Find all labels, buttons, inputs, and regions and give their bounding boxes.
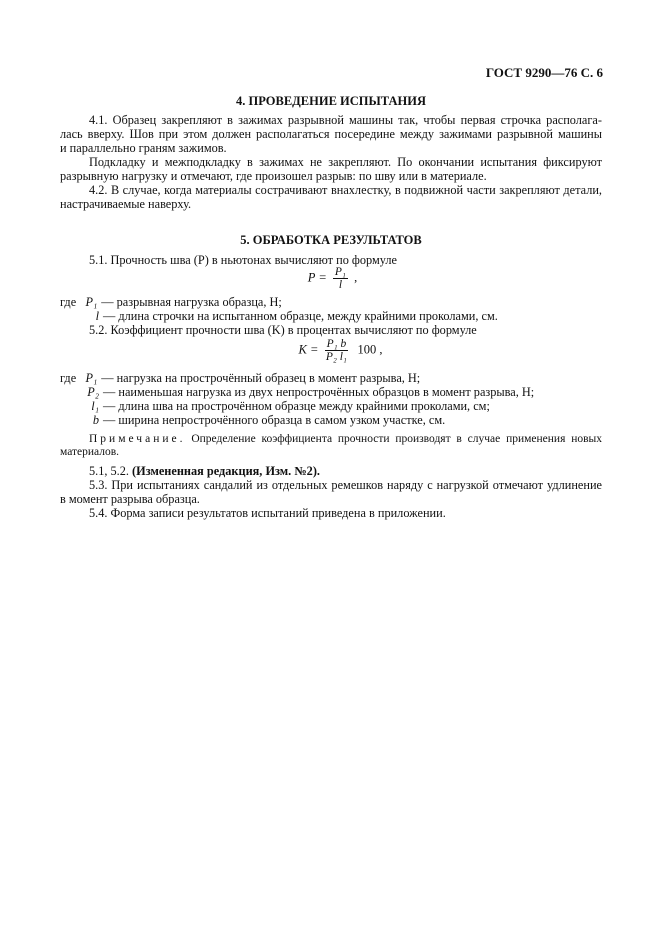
paragraph-line: лась вверху. Шов при этом должен располагаться посередине между зажимами разрывной машины: [60, 127, 602, 141]
amendment-prefix: 5.1, 5.2.: [89, 464, 129, 478]
definition: — наименьшая нагрузка из двух непрострочённых образцов в момент разрыва, Н;: [103, 385, 535, 399]
paragraph-line: 5.3. При испытаниях сандалий из отдельных ремешков наряду с нагрузкой отмечают удлинение: [89, 478, 602, 492]
definition: — нагрузка на прострочённый образец в момент разрыва, Н;: [101, 371, 421, 385]
symbol: P₁: [85, 295, 98, 309]
formula-denominator: l: [338, 279, 343, 291]
note-line: материалов.: [60, 446, 120, 458]
definition: — ширина непрострочённого образца в самом узком участке, см.: [103, 413, 446, 427]
definition: — длина шва на прострочённом образце между крайними проколами, см;: [103, 399, 490, 413]
where-item: [60, 413, 623, 427]
definition: — разрывная нагрузка образца, Н;: [101, 295, 282, 309]
where-item: [60, 399, 623, 413]
symbol: P₁: [85, 371, 98, 385]
where-prefix: где: [60, 295, 77, 309]
formula-numerator: P₁: [334, 266, 346, 278]
symbol: P₂: [87, 385, 99, 399]
paragraph-5-2: 5.2. Коэффициент прочности шва (K) в процентах вычисляют по формуле: [89, 323, 477, 337]
paragraph-line: Подкладку и межподкладку в зажимах не закрепляют. По окончании испытания фиксируют: [89, 155, 602, 169]
note-line: [60, 432, 602, 446]
formula-p: [2, 266, 661, 291]
where-prefix: где: [60, 371, 77, 385]
page-header: ГОСТ 9290—76 С. 6: [485, 65, 603, 80]
formula-denominator: P₂ l₁: [325, 351, 347, 363]
note-label: Примечание.: [89, 433, 186, 445]
formula-tail: ,: [354, 270, 358, 285]
section-5-title: 5. ОБРАБОТКА РЕЗУЛЬТАТОВ: [240, 233, 422, 247]
paragraph-line: и параллельно граням зажимов.: [60, 141, 227, 155]
paragraph-line: 4.1. Образец закрепляют в зажимах разрывной машины так, чтобы первая строчка располага-: [89, 113, 602, 127]
where-item: [60, 309, 623, 323]
amendment-line: [60, 464, 602, 478]
formula-lhs: K =: [298, 342, 319, 357]
formula-k: [10, 338, 661, 363]
where-item: [60, 385, 623, 399]
paragraph-line: в момент разрыва образца.: [60, 492, 200, 506]
where-item: [60, 371, 602, 385]
paragraph-5-1: 5.1. Прочность шва (P) в ньютонах вычисляют по формуле: [89, 253, 397, 267]
paragraph-line: настрачиваемые наверху.: [60, 197, 192, 211]
paragraph-line: разрывную нагрузку и отмечают, где произошел разрыв: по шву или в материале.: [60, 169, 487, 183]
symbol: l: [95, 309, 99, 323]
definition: — длина строчки на испытанном образце, между крайними проколами, см.: [103, 309, 498, 323]
where-item: [60, 295, 602, 309]
formula-lhs: P =: [307, 270, 327, 285]
paragraph-line: 4.2. В случае, когда материалы сострачивают внахлестку, в подвижной части закрепляют детали,: [89, 183, 602, 197]
paragraph-5-4: 5.4. Форма записи результатов испытаний приведена в приложении.: [89, 506, 446, 520]
symbol: l₁: [91, 399, 99, 413]
formula-numerator: P₁ b: [326, 338, 347, 350]
formula-tail: ,: [379, 342, 383, 357]
amendment-text: (Измененная редакция, Изм. №2).: [132, 464, 320, 478]
section-4-title: 4. ПРОВЕДЕНИЕ ИСПЫТАНИЯ: [236, 94, 426, 108]
formula-factor: 100: [357, 342, 377, 357]
symbol: b: [92, 413, 99, 427]
note-text: Определение коэффициента прочности производят в случае применения новых: [191, 433, 603, 445]
